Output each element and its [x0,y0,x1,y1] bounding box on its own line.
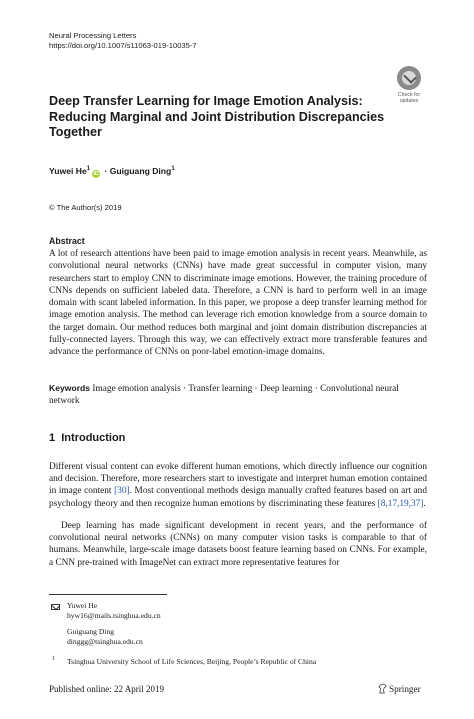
keywords-text: Image emotion analysis · Transfer learning · Deep learning · Convolutional neural network [49,384,399,407]
badge-label-line2: updates [399,98,419,104]
publisher-name: Springer [389,684,421,694]
body-paragraph: Deep learning has made significant development in recent years, and the performance of convolutional neural networks (CNNs) on many computer vision tasks is comparable to that of humans. Meanwhile, large-scale image datasets boost feature learning based on CNNs. For example, a CNN pre-trained with ImageNet can extract more representative features for [49,521,427,568]
corresponding-author-name: Yuwei He [67,601,98,610]
abstract-text: A lot of research attentions have been paid to image emotion analysis in recent years. Meanwhile, as convolutional neural networks (CNNs) have made great successful in computer vision, many researchers start to employ CNN to discriminate image emotions. However, the training procedure of CNNs depends on sufficient labeled data. Therefore, a CNN is hard to perform well in an image domain with scant labeled information. In this paper, we propose a deep transfer learning method for image emotion analysis. The method can leverage rich emotion knowledge from a source domain to the target domain. Our method reduces both marginal and joint domain distribution discrepancies at fully-connected layers. Through this way, we can effectively extract more transferable features and advance the performance of CNNs on poor-label emotion-image domains. [49,249,427,357]
publisher-logo[interactable] [378,683,421,695]
body-paragraph [49,461,427,510]
coauthor-name: Guiguang Ding [67,627,115,636]
section-title: Introduction [61,432,126,444]
author-email[interactable]: dinggg@tsinghua.edu.cn [67,637,143,646]
abstract-heading: Abstract [49,236,85,246]
affiliation-number: 1 [52,656,55,662]
author-email[interactable]: hyw16@mails.tsinghua.edu.cn [67,611,161,620]
citation-link[interactable]: [30] [114,486,130,497]
author-name[interactable]: Yuwei He [49,166,87,176]
orcid-icon[interactable]: iD [93,171,99,177]
section-number: 1 [49,432,56,444]
copyright-notice: © The Author(s) 2019 [49,203,122,212]
paper-title: Deep Transfer Learning for Image Emotion Analysis: Reducing Marginal and Joint Distribution Discrepancies Together [49,94,385,139]
section-heading [49,432,125,445]
check-for-updates-icon [397,66,421,90]
doi-link[interactable]: https://doi.org/10.1007/s11063-019-10035-7 [49,41,197,50]
published-date: Published online: 22 April 2019 [49,684,165,694]
affiliation-text: Tsinghua University School of Life Sciences, Beijing, People’s Republic of China [67,657,317,666]
paragraph-text: . Most conventional methods design manually crafted features based on art and psychology theory and then recognize human emotions by discriminating these features [49,486,427,509]
envelope-icon [51,604,60,610]
keywords-label: Keywords [49,383,91,393]
journal-name: Neural Processing Letters [49,31,137,40]
footnote-divider [49,594,167,595]
springer-horse-icon [378,683,387,694]
author-name[interactable]: Guiguang Ding [109,166,172,176]
author-list [49,163,175,178]
affiliation-marker: 1 [86,166,91,172]
paragraph-text: Different visual content can evoke different human emotions, which directly influence our cognition and decision. Therefore, more researchers start to investigate and interpret human emotion contained in image content [49,462,427,497]
affiliation-marker: 1 [171,166,175,172]
paragraph-text: . [423,498,426,509]
author-separator: · [102,166,110,176]
citation-link[interactable]: [8,17,19,37] [377,498,424,509]
badge-label-line1: Check for [397,92,421,98]
keywords-block [49,382,427,407]
